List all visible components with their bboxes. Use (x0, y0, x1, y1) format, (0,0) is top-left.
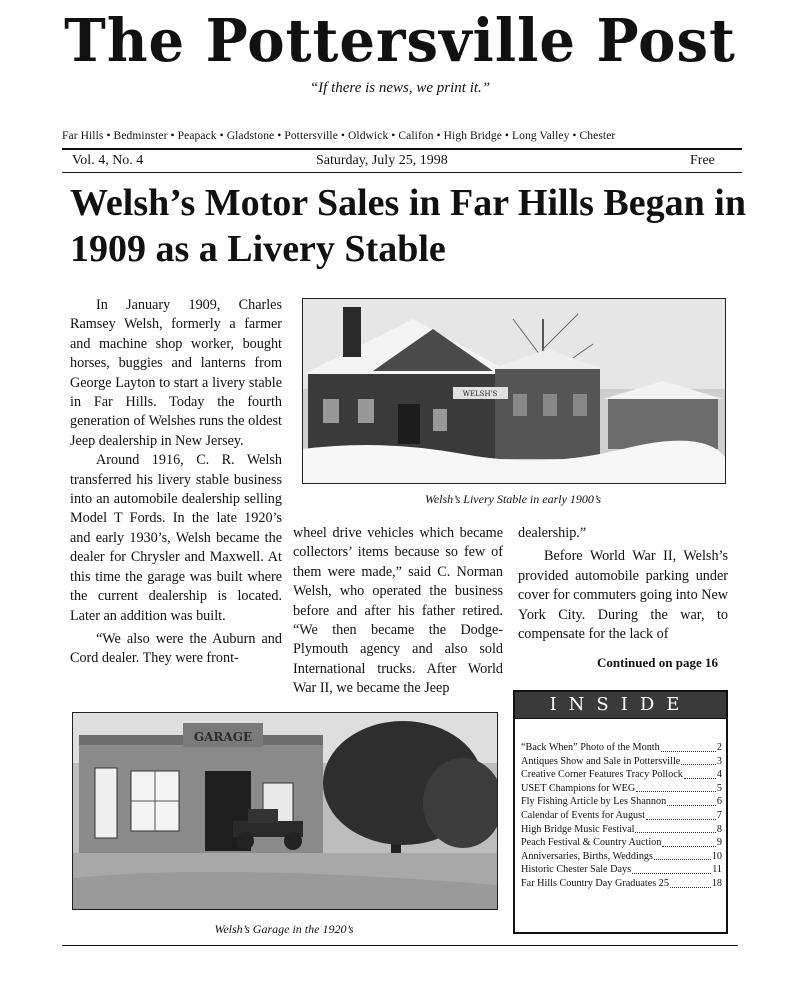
inside-item-title: Peach Festival & Country Auction (521, 837, 662, 849)
inside-item-page: 11 (712, 864, 722, 876)
dot-leader (646, 809, 716, 820)
inside-item-title: Fly Fishing Article by Les Shannon (521, 796, 667, 808)
inside-item[interactable] (521, 782, 722, 796)
dot-leader (661, 741, 716, 752)
paragraph: wheel drive vehicles which became collectors’ items because so few of them were made,” said C. Norman Welsh, who operated the business before and after his father retired. “We then became the Dodge-Plymouth agency and also sold International trucks. After World War II, we became the Jeep (293, 525, 503, 697)
garage-image (73, 713, 497, 909)
dot-leader (632, 863, 711, 874)
inside-item[interactable] (521, 877, 722, 891)
inside-item[interactable] (521, 795, 722, 809)
dot-leader (681, 755, 716, 766)
inside-item-title: Creative Corner Features Tracy Pollock (521, 769, 683, 781)
inside-item-page: 3 (716, 755, 722, 767)
garage-caption: Welsh’s Garage in the 1920’s (214, 922, 354, 936)
dot-leader (662, 836, 716, 847)
stable-sign: WELSH'S (462, 390, 498, 398)
inside-item[interactable] (521, 863, 722, 877)
inside-item-title: Calendar of Events for August (521, 809, 645, 821)
inside-list (515, 719, 726, 891)
inside-item-page: 6 (716, 796, 722, 808)
inside-item-page: 7 (716, 809, 722, 821)
issue-date: Saturday, July 25, 1998 (316, 153, 448, 168)
inside-box (513, 690, 728, 934)
paragraph: In January 1909, Charles Ramsey Welsh, formerly a farmer and machine shop worker, bought horses, buggies and lanterns from George Layton to start a livery stable in Far Hills. Today the fourth generation of Welshes runs the oldest Jeep dealership in New Jersey. (70, 297, 282, 449)
top-rule (62, 148, 742, 150)
paragraph: Before World War II, Welsh’s provided automobile parking under cover for commuters going into New York City. During the war, to compensate for the lack of (518, 548, 728, 643)
garage-sign: GARAGE (193, 730, 253, 744)
paragraph: Around 1916, C. R. Welsh transferred his livery stable business into an automobile dealership selling Model T Fords. In the late 1920’s and early 1930’s, Welsh became the dealer for Chrysler and Maxwell. At this time the garage was built where the current dealership is located. Later an addition was built. (70, 452, 282, 624)
livery-stable-caption: Welsh’s Livery Stable in early 1900’s (424, 492, 602, 506)
inside-item[interactable] (521, 741, 722, 755)
inside-item-title: Far Hills Country Day Graduates 25 (521, 877, 669, 889)
motto: “If there is news, we print it.” (309, 80, 491, 96)
continued-link[interactable]: Continued on page 16 (597, 655, 718, 670)
paragraph: “We also were the Auburn and Cord dealer. They were front- (70, 630, 282, 667)
article-column-1 (70, 296, 282, 669)
inside-item-page: 9 (716, 837, 722, 849)
inside-item-page: 8 (716, 823, 722, 835)
inside-item-title: “Back When” Photo of the Month (521, 742, 660, 753)
inside-item[interactable] (521, 768, 722, 782)
issue-volume: Vol. 4, No. 4 (72, 153, 144, 168)
dot-leader (667, 795, 716, 806)
masthead-title: The Pottersville Post (64, 6, 736, 76)
dot-leader (654, 850, 711, 861)
inside-item[interactable] (521, 836, 722, 850)
dot-leader (635, 823, 715, 834)
paragraph: dealership.” (518, 525, 587, 541)
bottom-rule (62, 945, 738, 946)
inside-item[interactable] (521, 823, 722, 837)
dot-leader (684, 768, 716, 779)
inside-item-title: High Bridge Music Festival (521, 823, 635, 835)
dot-leader (670, 877, 711, 888)
inside-item-page: 18 (711, 877, 722, 889)
inside-item[interactable] (521, 755, 722, 769)
inside-item-title: USET Champions for WEG (521, 782, 636, 794)
inside-item-page: 4 (716, 769, 722, 781)
issue-rule (62, 172, 742, 173)
inside-item-title: Anniversaries, Births, Weddings (521, 850, 653, 862)
inside-item[interactable] (521, 809, 722, 823)
issue-price: Free (690, 153, 715, 168)
garage-photo (72, 712, 498, 910)
dot-leader (636, 782, 716, 793)
article-column-2 (293, 524, 503, 699)
inside-item-page: 10 (711, 850, 722, 862)
article-column-3 (518, 524, 728, 644)
article-headline: Welsh’s Motor Sales in Far Hills Began in 1909 as a Livery Stable (70, 182, 746, 270)
livery-stable-photo (302, 298, 726, 484)
inside-item-page: 5 (716, 782, 722, 794)
inside-heading: INSIDE (515, 692, 726, 719)
inside-item[interactable] (521, 850, 722, 864)
livery-stable-image (303, 299, 725, 483)
towns-line: Far Hills • Bedminster • Peapack • Gladstone • Pottersville • Oldwick • Califon • High Bridge • Long Valley • Chester (62, 130, 616, 142)
inside-item-title: Antiques Show and Sale in Pottersville (521, 755, 681, 767)
inside-item-page: 2 (716, 742, 722, 753)
inside-item-title: Historic Chester Sale Days (521, 864, 632, 876)
